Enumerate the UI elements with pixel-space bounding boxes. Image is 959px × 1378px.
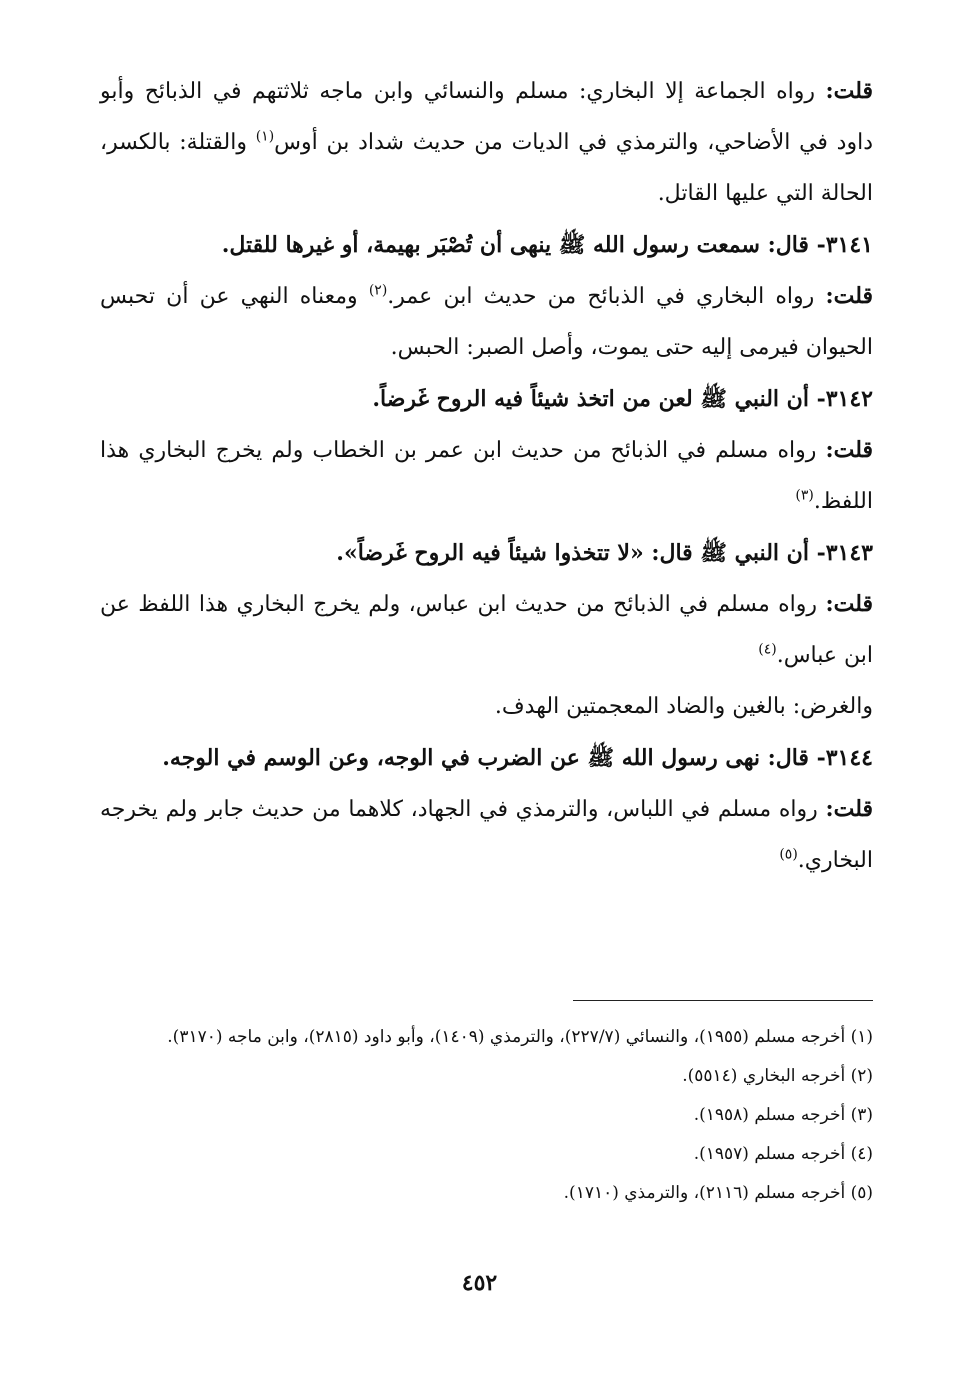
commentary-lead: قلت: [825, 78, 873, 104]
commentary-text: والقتلة: بالكسر، الحالة التي عليها القاتل. [100, 130, 873, 206]
footnote-marker: (٢) [368, 282, 388, 299]
commentary-paragraph-4 [100, 579, 873, 681]
commentary-text: رواه الجماعة إلا البخاري: مسلم والنسائي وابن ماجه ثلاثتهم في الذبائح وأبو داود في الأضاحي، والترمذي في الديات من حديث شداد بن أوس [100, 79, 873, 155]
commentary-paragraph-3 [100, 425, 873, 527]
commentary-text: رواه البخاري في الذبائح من حديث ابن عمر. [387, 284, 826, 309]
commentary-text: رواه مسلم في الذبائح من حديث ابن عمر بن الخطاب ولم يخرج البخاري هذا اللفظ. [100, 438, 873, 514]
commentary-lead: قلت: [825, 796, 873, 822]
commentary-paragraph-2 [100, 271, 873, 373]
definition-paragraph: والغرض: بالغين والضاد المعجمتين الهدف. [494, 694, 873, 719]
hadith-3143: ٣١٤٣- أن النبي ﷺ قال: «لا تتخذوا شيئاً فيه الروح غَرضاً». [336, 540, 873, 566]
footnote-marker: (٤) [758, 641, 777, 658]
page-body [100, 66, 873, 886]
commentary-text: ومعناه النهي عن أن تحبس الحيوان فيرمى إليه حتى يموت، وأصل الصبر: الحبس. [100, 284, 873, 360]
commentary-lead: قلت: [825, 591, 873, 617]
page-number: ٤٥٢ [461, 1270, 498, 1296]
footnote-list [100, 1018, 873, 1213]
commentary-lead: قلت: [825, 283, 873, 309]
footnote-divider [573, 1000, 873, 1001]
footnote-item: (١) أخرجه مسلم (١٩٥٥)، والنسائي (٢٢٧/٧)، والترمذي (١٤٠٩)، وأبو داود (٢٨١٥)، وابن ماجه (٣١٧٠). [167, 1027, 873, 1047]
hadith-3141: ٣١٤١- قال: سمعت رسول الله ﷺ ينهى أن تُصْبَر بهيمة، أو غيرها للقتل. [221, 232, 873, 258]
commentary-text: رواه مسلم في اللباس، والترمذي في الجهاد، كلاهما من حديث جابر ولم يخرجه البخاري. [100, 797, 873, 873]
commentary-paragraph-1 [100, 66, 873, 219]
hadith-3144: ٣١٤٤- قال: نهى رسول الله ﷺ عن الضرب في الوجه، وعن الوسم في الوجه. [162, 745, 873, 771]
footnote-marker: (٥) [779, 846, 798, 863]
footnote-item: (٣) أخرجه مسلم (١٩٥٨). [693, 1105, 873, 1125]
footnote-item: (٤) أخرجه مسلم (١٩٥٧). [693, 1144, 873, 1164]
commentary-lead: قلت: [825, 437, 873, 463]
footnote-marker: (١) [255, 128, 275, 145]
hadith-3142: ٣١٤٢- أن النبي ﷺ لعن من اتخذ شيئاً فيه الروح غَرضاً. [372, 386, 873, 412]
footnote-item: (٢) أخرجه البخاري (٥٥١٤). [682, 1066, 873, 1086]
commentary-text: رواه مسلم في الذبائح من حديث ابن عباس، ولم يخرج البخاري هذا اللفظ عن ابن عباس. [100, 592, 873, 668]
commentary-paragraph-6 [100, 784, 873, 886]
footnote-item: (٥) أخرجه مسلم (٢١١٦)، والترمذي (١٧١٠). [563, 1183, 873, 1203]
footnote-marker: (٣) [795, 487, 814, 504]
